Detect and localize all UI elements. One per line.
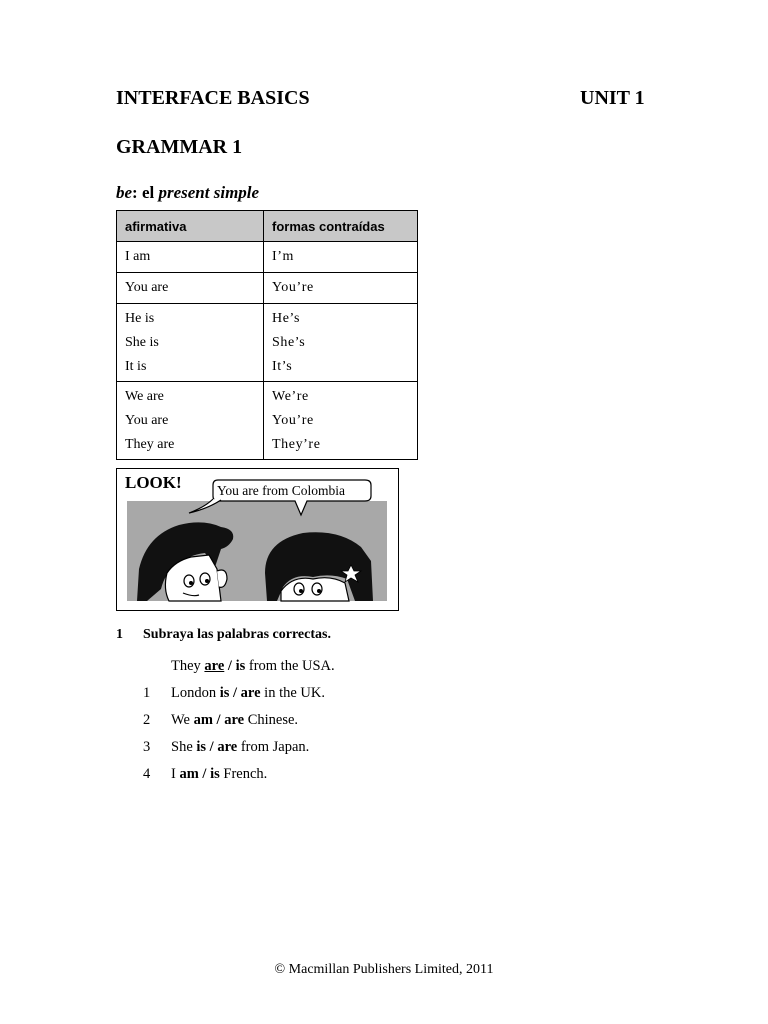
exercise-number: 1 bbox=[116, 627, 123, 642]
table-cell bbox=[264, 242, 418, 273]
look-title: LOOK! bbox=[125, 473, 182, 492]
cell-text: You are bbox=[125, 413, 169, 428]
item-text bbox=[171, 739, 309, 756]
cell-text: She is bbox=[125, 335, 159, 350]
cell-text: It’s bbox=[272, 359, 293, 374]
table-row bbox=[117, 242, 418, 273]
item-pre: We bbox=[171, 712, 194, 728]
section-title: GRAMMAR 1 bbox=[116, 136, 243, 158]
column-header-contracted: formas contraídas bbox=[264, 211, 418, 242]
speech-bubble-text: You are from Colombia bbox=[217, 483, 345, 498]
item-number: 3 bbox=[143, 739, 151, 755]
item-choice[interactable]: am / is bbox=[179, 766, 220, 782]
item-choice[interactable]: is / are bbox=[219, 685, 261, 701]
item-pre: She bbox=[171, 739, 197, 755]
cell-text: They’re bbox=[272, 437, 321, 452]
item-post: in the UK. bbox=[260, 685, 325, 701]
cell-text: We’re bbox=[272, 389, 309, 404]
subtitle-present-simple: present simple bbox=[158, 183, 260, 202]
example-pre: They bbox=[171, 658, 205, 674]
item-choice[interactable]: is / are bbox=[196, 739, 238, 755]
boy-eye-right bbox=[200, 573, 210, 585]
table-cell bbox=[117, 242, 264, 273]
grammar-subtitle bbox=[116, 183, 259, 203]
item-post: Chinese. bbox=[244, 712, 299, 728]
cell-text: We are bbox=[125, 389, 164, 404]
table-cell bbox=[117, 273, 264, 304]
look-box bbox=[116, 468, 399, 611]
item-text bbox=[171, 766, 267, 783]
table-cell bbox=[264, 273, 418, 304]
table-row bbox=[117, 304, 418, 382]
boy-eye-left bbox=[184, 575, 194, 587]
item-pre: London bbox=[171, 685, 220, 701]
girl-pupil-right bbox=[317, 589, 321, 593]
exercise-instruction bbox=[116, 627, 331, 643]
item-post: French. bbox=[219, 766, 268, 782]
table-cell bbox=[117, 382, 264, 460]
item-text bbox=[171, 712, 298, 729]
cell-text: I’m bbox=[272, 249, 295, 264]
example-answer: are bbox=[204, 658, 225, 674]
boy-pupil-left bbox=[189, 581, 193, 585]
item-choice[interactable]: am / are bbox=[193, 712, 245, 728]
item-pre: I bbox=[171, 766, 180, 782]
table-cell bbox=[264, 304, 418, 382]
example-post: from the USA. bbox=[245, 658, 335, 674]
table-row bbox=[117, 382, 418, 460]
cell-text: She’s bbox=[272, 335, 306, 350]
cell-text: He’s bbox=[272, 311, 301, 326]
table-header-row bbox=[117, 211, 418, 242]
copyright-footer: © Macmillan Publishers Limited, 2011 bbox=[274, 962, 494, 977]
cell-text: They are bbox=[125, 437, 175, 452]
grammar-table bbox=[116, 210, 418, 460]
cell-text: You are bbox=[125, 280, 169, 295]
example-choice-rest: / is bbox=[224, 658, 246, 674]
header-title: INTERFACE BASICS bbox=[116, 87, 310, 109]
cell-text: You’re bbox=[272, 280, 314, 295]
cell-text: It is bbox=[125, 359, 147, 374]
item-post: from Japan. bbox=[237, 739, 310, 755]
boy-pupil-right bbox=[205, 579, 209, 583]
table-row bbox=[117, 273, 418, 304]
subtitle-colon: : el bbox=[132, 183, 159, 202]
table-cell bbox=[264, 382, 418, 460]
subtitle-be: be bbox=[116, 183, 133, 202]
exercise-example bbox=[171, 658, 335, 675]
item-number: 1 bbox=[143, 685, 151, 701]
unit-label: UNIT 1 bbox=[580, 87, 645, 109]
girl-pupil-left bbox=[299, 589, 303, 593]
cartoon-illustration bbox=[117, 469, 398, 610]
column-header-affirmative: afirmativa bbox=[117, 211, 264, 242]
girl-eye-right bbox=[312, 583, 322, 595]
table-cell bbox=[117, 304, 264, 382]
exercise-instruction-text: Subraya las palabras correctas. bbox=[143, 627, 331, 642]
cell-text: I am bbox=[125, 249, 151, 264]
item-number: 2 bbox=[143, 712, 151, 728]
item-text bbox=[171, 685, 325, 702]
girl-eye-left bbox=[294, 583, 304, 595]
item-number: 4 bbox=[143, 766, 151, 782]
cell-text: You’re bbox=[272, 413, 314, 428]
cell-text: He is bbox=[125, 311, 155, 326]
